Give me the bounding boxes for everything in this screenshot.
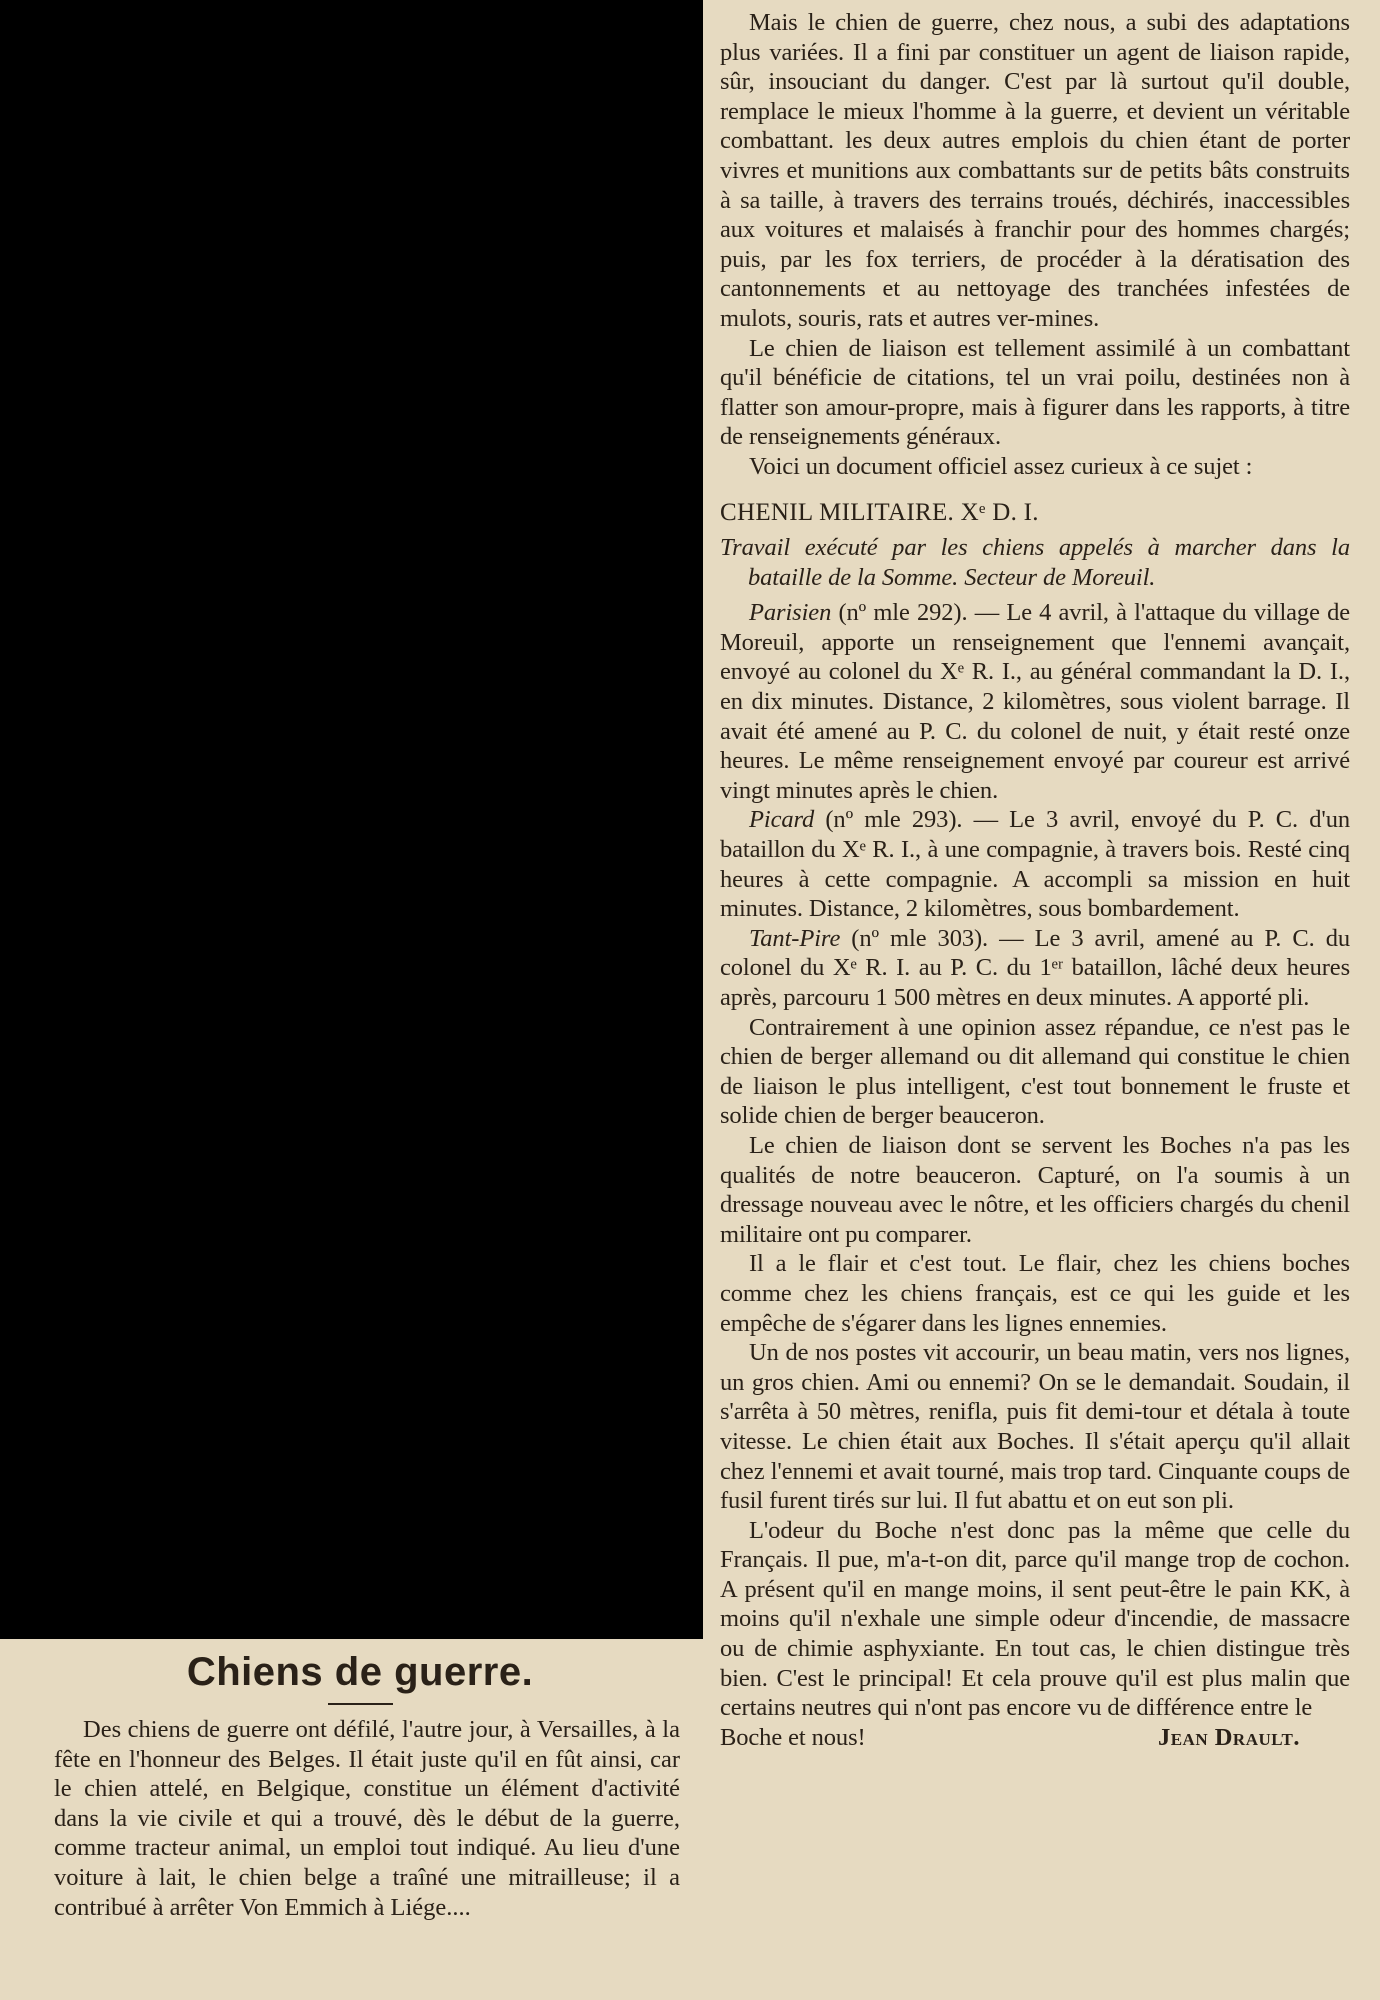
article-title: Chiens de guerre.	[186, 1650, 534, 1694]
paragraph: Il a le flair et c'est tout. Le flair, chez les chiens boches comme chez les chiens français, est ce qui les guide et les empêche de s'égarer dans les lignes ennemies.	[720, 1250, 1350, 1337]
dog-name: Tant-Pire	[749, 924, 841, 952]
right-column-article	[720, 8, 1350, 1752]
citation-tant-pire: Tant-Pire (nº mle 303). — Le 3 avril, amené au P. C. du colonel du Xᵉ R. I. au P. C. du 1ᵉʳ bataillon, lâché deux heures après, parcouru 1 500 mètres en deux minutes. A apporté pli.	[720, 924, 1351, 1011]
paragraph: Un de nos postes vit accourir, un beau matin, vers nos lignes, un gros chien. Ami ou ennemi? On se le demandait. Soudain, il s'arrêta à 50 mètres, renifla, puis fit demi-tour et détala à toute vitesse. Le chien était aux Boches. Il s'était aperçu qu'il allait chez l'ennemi et avait tourné, mais trop tard. Cinquante coups de fusil furent tirés sur lui. Il fut abattu et on eut son pli.	[720, 1339, 1350, 1515]
paragraph: Le chien de liaison est tellement assimilé à un combattant qu'il bénéficie de citations, tel un vrai poilu, destinées non à flatter son amour-propre, mais à figurer dans les rapports, à titre de renseignements généraux.	[720, 334, 1350, 451]
dog-name: Parisien	[749, 599, 832, 627]
citation-parisien: Parisien (nº mle 292). — Le 4 avril, à l'attaque du village de Moreuil, apporte un renseignement que l'ennemi avançait, envoyé au colonel du Xᵉ R. I., au général commandant la D. I., en dix minutes. Distance, 2 kilomètres, sous violent barrage. Il avait été amené au P. C. du colonel de nuit, y était resté onze heures. Le même renseignement envoyé par coureur est arrivé vingt minutes après le chien.	[720, 599, 1350, 804]
left-article	[40, 1640, 680, 1922]
final-line: Boche et nous!	[720, 1723, 866, 1751]
article-body: Des chiens de guerre ont défilé, l'autre jour, à Versailles, à la fête en l'honneur des Belges. Il était juste qu'il en fût ainsi, car le chien attelé, en Belgique, constitue un élément d'activité dans la vie civile et qui a trouvé, dès le début de la guerre, comme tracteur animal, un emploi tout indiqué. Au lieu d'une voiture à lait, le chien belge a traîné une mitrailleuse; il a contribué à arrêter Von Emmich à Liége....	[54, 1716, 680, 1921]
title-divider	[328, 1703, 393, 1705]
paragraph: Mais le chien de guerre, chez nous, a subi des adaptations plus variées. Il a fini par constituer un agent de liaison rapide, sûr, insouciant du danger. C'est par là surtout qu'il double, remplace le mieux l'homme à la guerre, et devient un véritable combattant. les deux autres emplois du chien étant de porter vivres et munitions aux combattants sur de petits bâts construits à sa taille, à travers des terrains troués, déchirés, inaccessibles aux voitures et malaisés à franchir pour des hommes chargés; puis, par les fox terriers, de procéder à la dératisation des cantonnements et au nettoyage des tranchées infestées de mulots, souris, rats et autres ver-mines.	[720, 9, 1350, 332]
paragraph: Le chien de liaison dont se servent les Boches n'a pas les qualités de notre beauceron. Capturé, on l'a soumis à un dressage nouveau avec le nôtre, et les officiers chargés du chenil militaire ont pu comparer.	[720, 1131, 1350, 1248]
redacted-region	[0, 0, 703, 1639]
citation-picard: Picard (nº mle 293). — Le 3 avril, envoyé du P. C. d'un bataillon du Xᵉ R. I., à une compagnie, à travers bois. Resté cinq heures à cette compagnie. A accompli sa mission en huit minutes. Distance, 2 kilomètres, sous bombardement.	[720, 806, 1350, 923]
paragraph: L'odeur du Boche n'est donc pas la même que celle du Français. Il pue, m'a-t-on dit, parce qu'il mange trop de cochon. A présent qu'il en mange moins, il sent peut-être le pain KK, à moins qu'il n'exhale une simple odeur d'incendie, de massacre ou de chimie asphyxiante. En tout cas, le chien distingue très bien. C'est le principal! Et cela prouve qu'il est plus malin que certains neutres qui n'ont pas encore vu de différence entre le	[720, 1516, 1350, 1722]
document-heading: CHENIL MILITAIRE. Xᵉ D. I.	[720, 498, 1039, 526]
dog-name: Picard	[749, 806, 815, 834]
signature-line	[720, 1723, 1350, 1753]
paragraph: Voici un document officiel assez curieux à ce sujet :	[749, 452, 1253, 480]
author-signature: Jean Drault.	[1157, 1723, 1300, 1751]
document-subheading: Travail exécuté par les chiens appelés à marcher dans la bataille de la Somme. Secteur de Moreuil.	[720, 534, 1350, 591]
paragraph: Contrairement à une opinion assez répandue, ce n'est pas le chien de berger allemand ou dit allemand qui constitue le chien de liaison le plus intelligent, c'est tout bonnement le fruste et solide chien de berger beauceron.	[720, 1013, 1350, 1130]
